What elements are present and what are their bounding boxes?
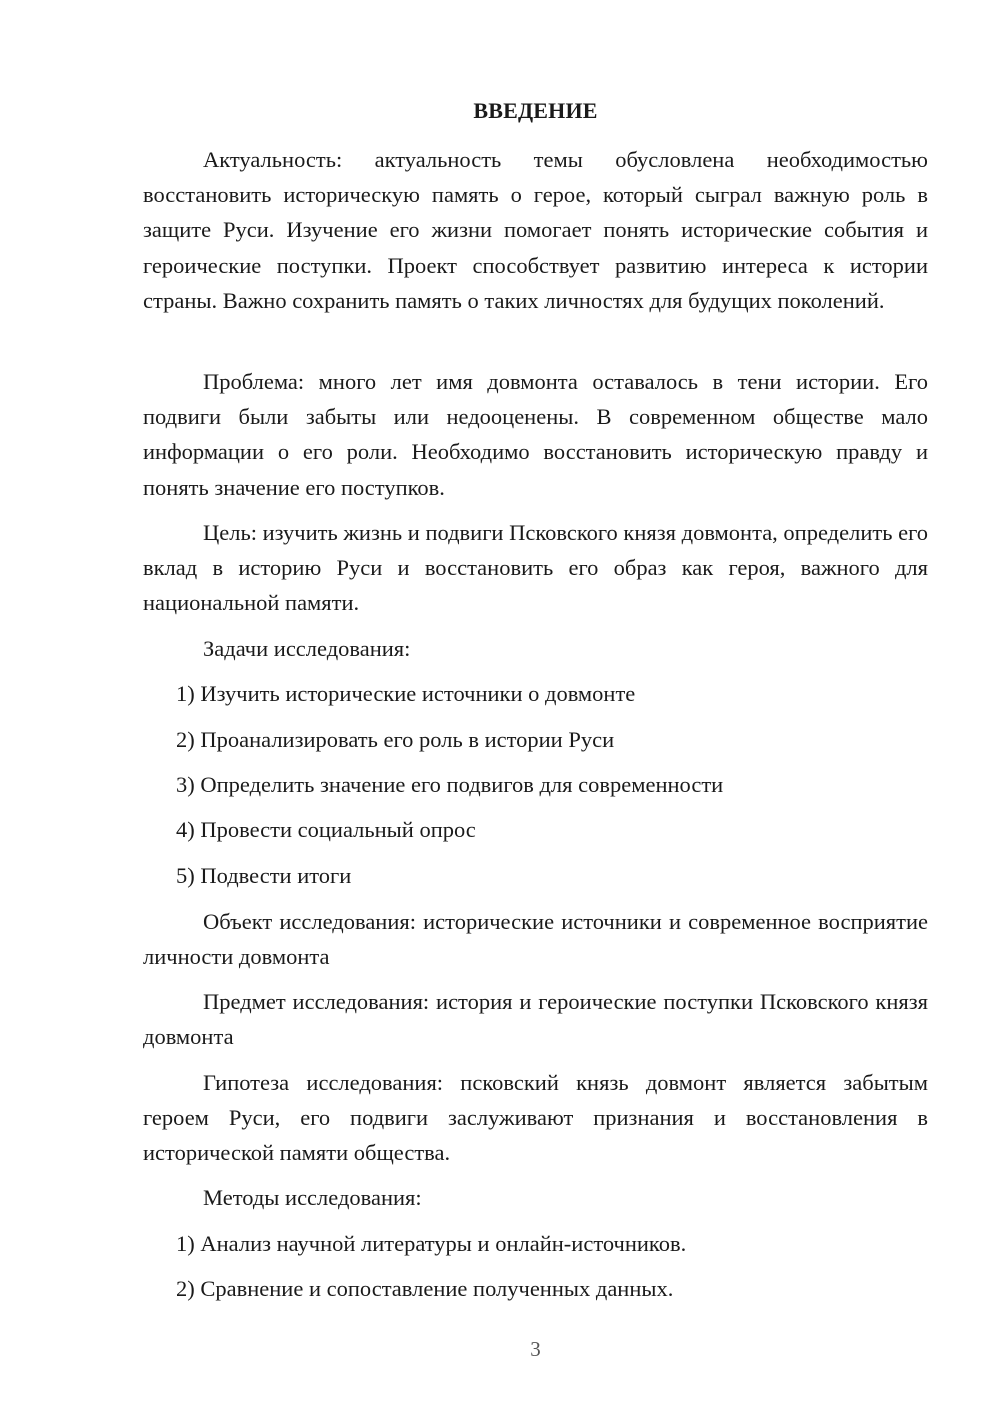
method-item: 1) Анализ научной литературы и онлайн-источников. <box>176 1231 687 1256</box>
page-number: 3 <box>530 1337 541 1361</box>
task-item: 5) Подвести итоги <box>176 863 352 888</box>
goal-paragraph: Цель: изучить жизнь и подвиги Псковского князя довмонта, определить его вклад в историю Руси и восстановить его образ как героя, важного для национальной памяти. <box>143 520 928 616</box>
section-title: ВВЕДЕНИЕ <box>473 98 598 123</box>
object-paragraph: Объект исследования: исторические источники и современное восприятие личности довмонта <box>143 909 928 970</box>
problem-paragraph: Проблема: много лет имя довмонта оставалось в тени истории. Его подвиги были забыты или недооценены. В современном обществе мало информации о его роли. Необходимо восстановить историческую правду и понять значение его поступков. <box>143 369 928 500</box>
subject-paragraph: Предмет исследования: история и героические поступки Псковского князя довмонта <box>143 989 928 1050</box>
task-item: 2) Проанализировать его роль в истории Руси <box>176 727 615 752</box>
relevance-paragraph: Актуальность: актуальность темы обусловлена необходимостью восстановить историческую память о герое, который сыграл важную роль в защите Руси. Изучение его жизни помогает понять исторические события и героические поступки. Проект способствует развитию интереса к истории страны. Важно сохранить память о таких личностях для будущих поколений. <box>143 147 928 313</box>
hypothesis-paragraph: Гипотеза исследования: псковский князь довмонт является забытым героем Руси, его подвиги заслуживают признания и восстановления в исторической памяти общества. <box>143 1070 928 1166</box>
methods-heading: Методы исследования: <box>203 1185 422 1210</box>
method-item: 2) Сравнение и сопоставление полученных данных. <box>176 1276 674 1301</box>
task-item: 3) Определить значение его подвигов для современности <box>176 772 724 797</box>
task-item: 1) Изучить исторические источники о довмонте <box>176 681 636 706</box>
tasks-heading: Задачи исследования: <box>203 636 411 661</box>
task-item: 4) Провести социальный опрос <box>176 817 476 842</box>
